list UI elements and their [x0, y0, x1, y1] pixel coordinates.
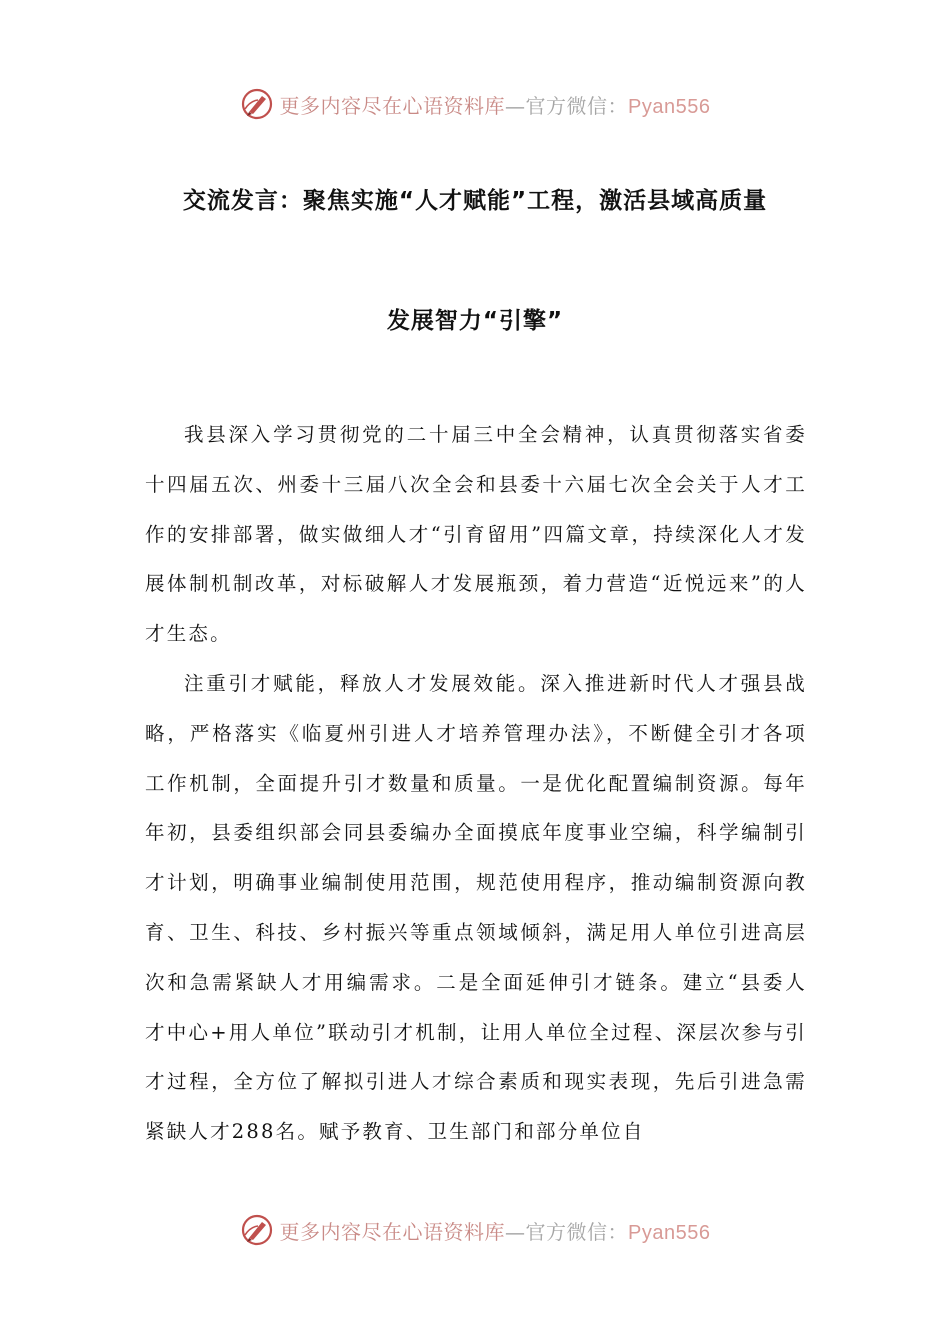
document-title-line-1: 交流发言：聚焦实施“人才赋能”工程，激活县域高质量 — [182, 188, 768, 214]
watermark-wechat-id: Pyan556 — [628, 1221, 711, 1244]
pen-logo-icon — [240, 1213, 274, 1247]
watermark-official: 官方微信： — [525, 1219, 629, 1244]
watermark-dash: — — [505, 1219, 526, 1244]
watermark-main: 更多内容尽在心语资料库 — [279, 93, 506, 118]
document-title-line-2: 发展智力“引擎” — [386, 308, 564, 334]
watermark-dash: — — [505, 93, 526, 118]
body-paragraph: 注重引才赋能，释放人才发展效能。深入推进新时代人才强县战略，严格落实《临夏州引进人才培养管理办法》，不断健全引才各项工作机制，全面提升引才数量和质量。一是优化配置编制资源。每年年初，县委组织部会同县委编办全面摸底年度事业空编，科学编制引才计划，明确事业编制使用范围，规范使用程序，推动编制资源向教育、卫生、科技、乡村振兴等重点领域倾斜，满足用人单位引进高层次和急需紧缺人才用编需求。二是全面延伸引才链条。建立“县委人才中心+用人单位”联动引才机制，让用人单位全过程、深层次参与引才过程，全方位了解拟引进人才综合素质和现实表现，先后引进急需紧缺人才288名。赋予教育、卫生部门和部分单位自 — [145, 672, 807, 1144]
watermark-official: 官方微信： — [525, 93, 629, 118]
footer-watermark — [0, 1210, 950, 1250]
body-paragraph: 我县深入学习贯彻党的二十届三中全会精神，认真贯彻落实省委十四届五次、州委十三届八次全会和县委十六届七次全会关于人才工作的安排部署，做实做细人才“引育留用”四篇文章，持续深化人才发展体制机制改革，对标破解人才发展瓶颈，着力营造“近悦远来”的人才生态。 — [145, 423, 807, 646]
watermark-main: 更多内容尽在心语资料库 — [279, 1219, 506, 1244]
pen-logo-icon — [240, 87, 274, 121]
watermark-wechat-id: Pyan556 — [628, 95, 711, 118]
body-paragraph-1-container — [145, 410, 807, 659]
body-paragraph-2-container — [145, 659, 807, 1157]
header-watermark — [0, 84, 950, 124]
watermark-text — [280, 90, 711, 119]
watermark-text — [280, 1216, 711, 1245]
